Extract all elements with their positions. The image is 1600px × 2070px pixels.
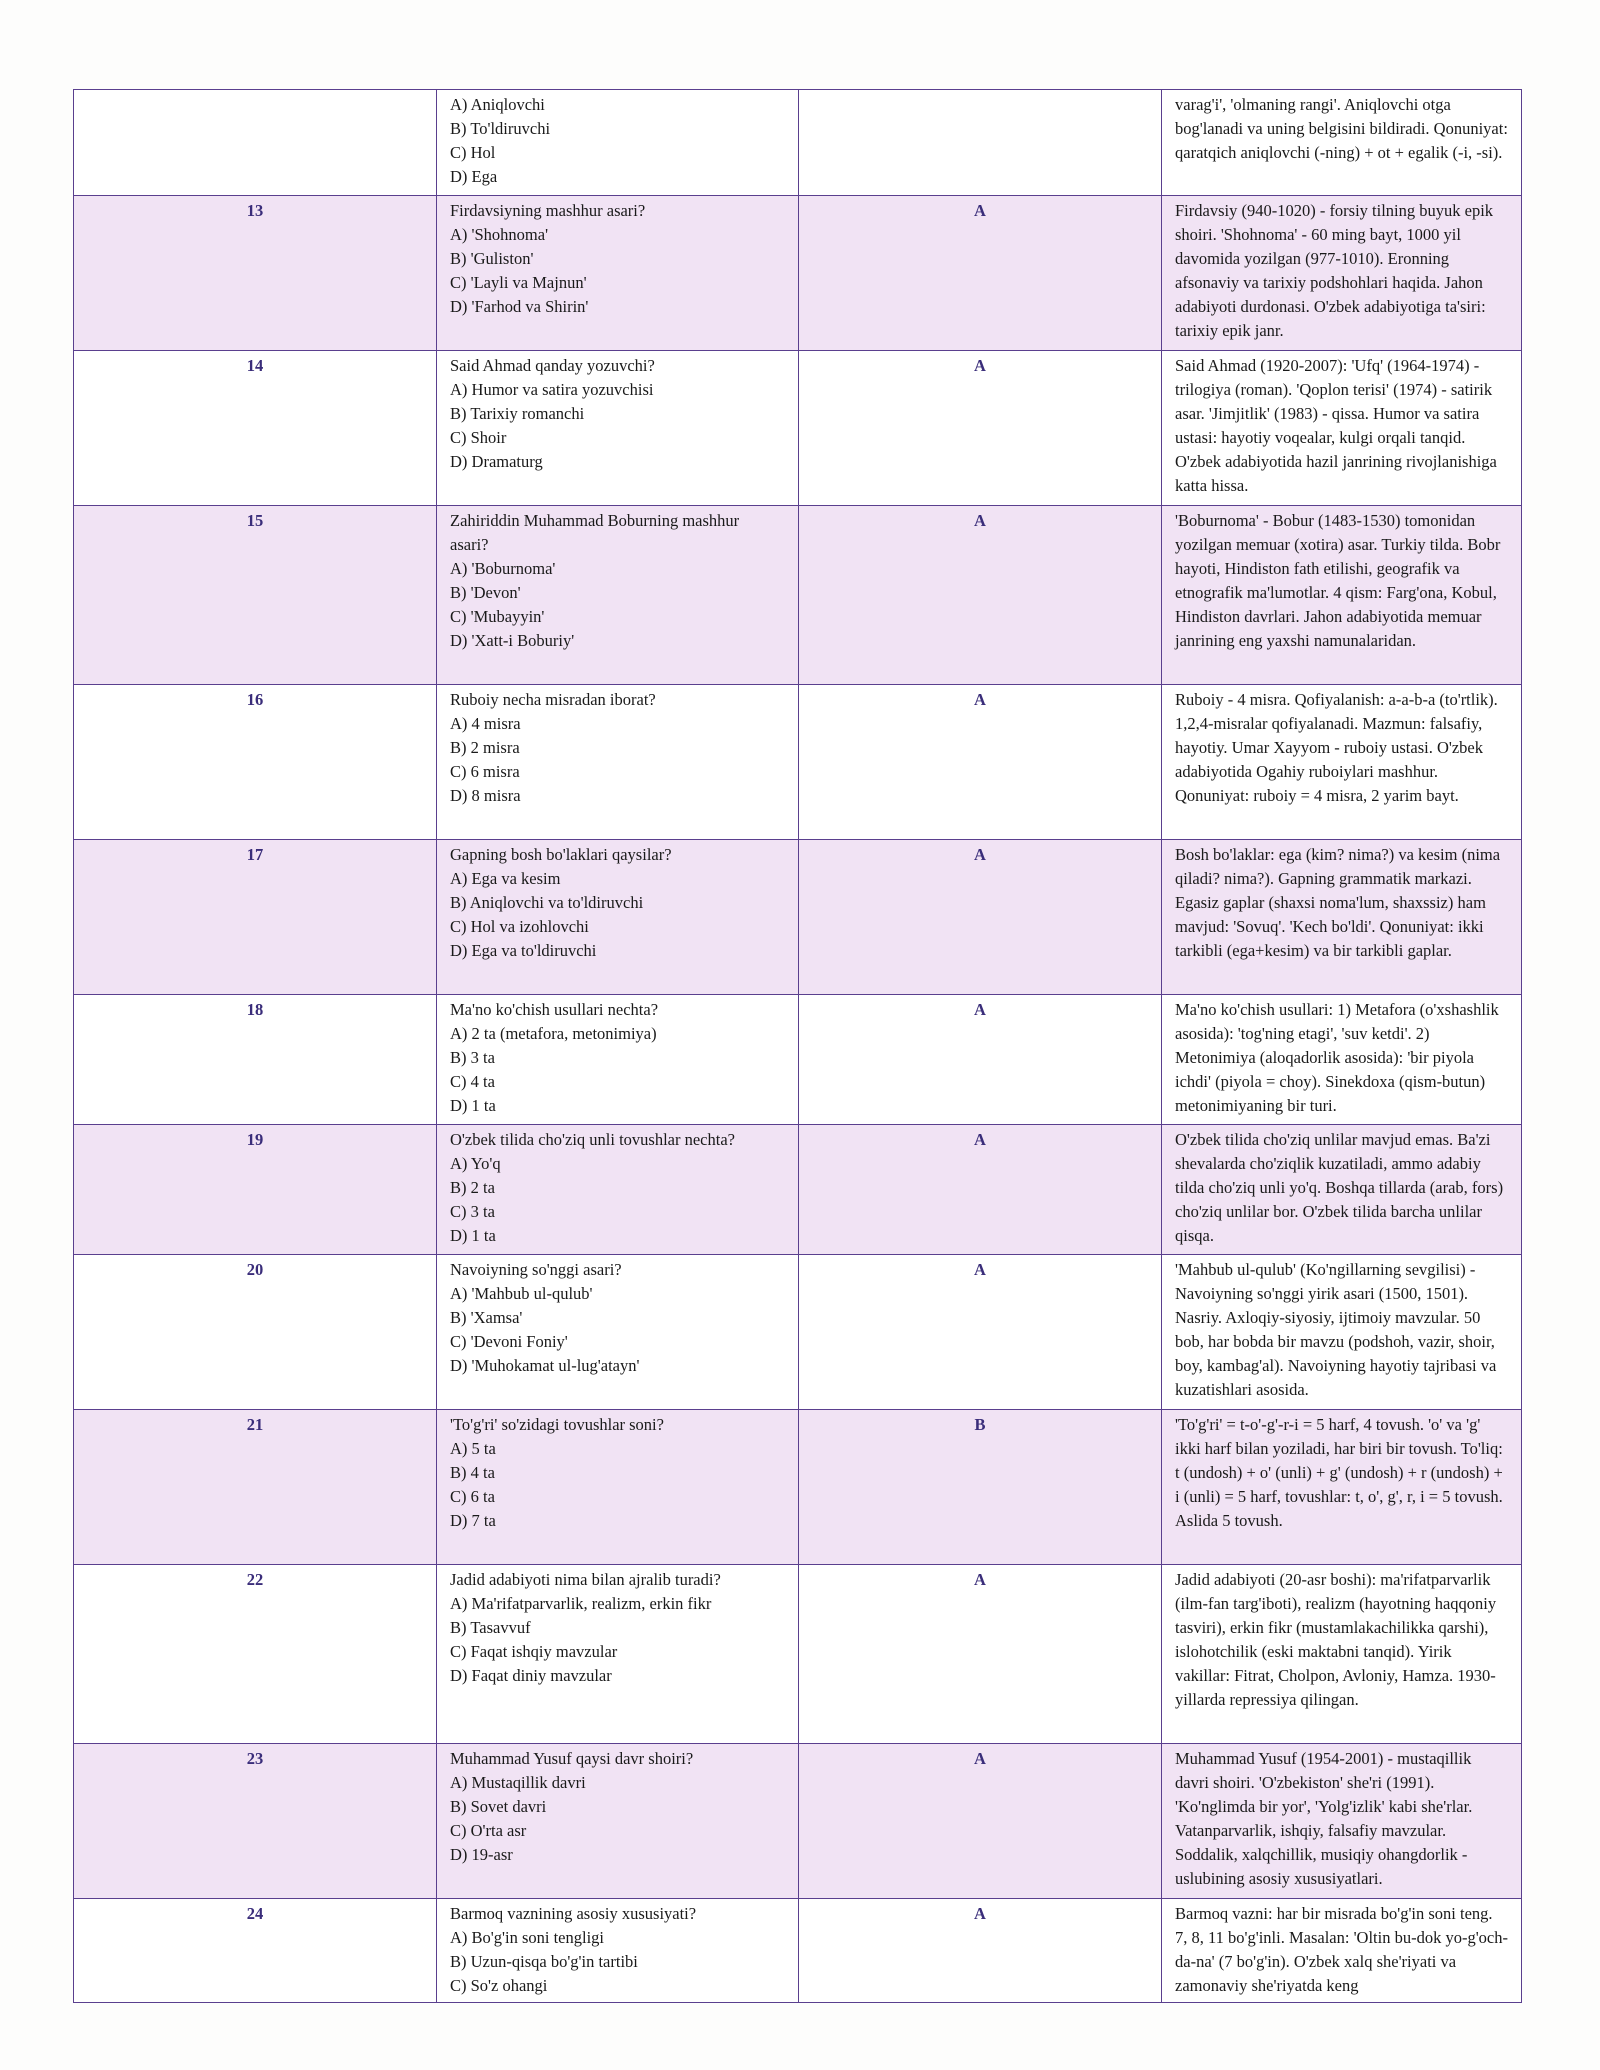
question-line: D) Dramaturg [450,452,543,471]
question-line: A) 4 misra [450,714,521,733]
question-line: B) Tarixiy romanchi [450,404,585,423]
answer-letter: A [799,995,1162,1125]
question-line: C) Shoir [450,428,507,447]
question-number: 15 [74,506,437,685]
answer-letter: A [799,1255,1162,1410]
question-cell [437,685,799,840]
question-line: B) Uzun-qisqa bo'g'in tartibi [450,1952,638,1971]
table-row [74,1125,1522,1255]
question-text: Ruboiy necha misradan iborat? [450,690,656,709]
question-number: 16 [74,685,437,840]
question-line: C) Hol [450,143,496,162]
question-line: B) 'Devon' [450,583,521,602]
table-row [74,90,1522,196]
question-line: D) 'Xatt-i Boburiy' [450,631,575,650]
question-line: D) 'Farhod va Shirin' [450,297,589,316]
question-text: Barmoq vaznining asosiy xususiyati? [450,1904,697,1923]
question-number: 13 [74,196,437,351]
question-line: C) 'Devoni Foniy' [450,1332,568,1351]
question-line: A) Yo'q [450,1154,501,1173]
question-line: A) Ega va kesim [450,869,561,888]
question-number: 20 [74,1255,437,1410]
question-cell [437,1125,799,1255]
question-cell [437,1255,799,1410]
question-line: A) 'Mahbub ul-qulub' [450,1284,593,1303]
question-line: B) 'Xamsa' [450,1308,523,1327]
question-line: B) Tasavvuf [450,1618,531,1637]
question-line: C) 'Layli va Majnun' [450,273,587,292]
question-line: C) 6 misra [450,762,520,781]
question-line: D) 7 ta [450,1511,496,1530]
explanation-cell: Jadid adabiyoti (20-asr boshi): ma'rifatparvarlik (ilm-fan targ'iboti), realizm (hayotning haqqoniy tasviri), erkin fikr (mustamlakachilikka qarshi), islohotchilik (eski maktabni tanqid). Yirik vakillar: Fitrat, Cholpon, Avloniy, Hamza. 1930-yillarda repressiya qilingan. [1162,1565,1522,1744]
explanation-cell: Firdavsiy (940-1020) - forsiy tilning buyuk epik shoiri. 'Shohnoma' - 60 ming bayt, 1000 yil davomida yozilgan (977-1010). Eronning afsonaviy va tarixiy podshohlari haqida. Jahon adabiyoti durdonasi. O'zbek adabiyotiga ta'siri: tarixiy epik janr. [1162,196,1522,351]
explanation-cell: varag'i', 'olmaning rangi'. Aniqlovchi otga bog'lanadi va uning belgisini bildiradi. Qonuniyat: qaratqich aniqlovchi (-ning) + ot + egalik (-i, -si). [1162,90,1522,196]
question-line: A) Mustaqillik davri [450,1773,586,1792]
answer-letter: A [799,685,1162,840]
question-line: B) Aniqlovchi va to'ldiruvchi [450,893,644,912]
table-row [74,685,1522,840]
question-line: C) 6 ta [450,1487,495,1506]
explanation-cell: Ma'no ko'chish usullari: 1) Metafora (o'xshashlik asosida): 'tog'ning etagi', 'suv ketdi'. 2) Metonimiya (aloqadorlik asosida): 'bir piyola ichdi' (piyola = choy). Sinekdoxa (qism-butun) metonimiyaning bir turi. [1162,995,1522,1125]
question-line: B) 2 misra [450,738,520,757]
answer-letter: A [799,351,1162,506]
question-line: D) Ega [450,167,498,186]
answer-letter [799,90,1162,196]
explanation-cell: Ruboiy - 4 misra. Qofiyalanish: a-a-b-a (to'rtlik). 1,2,4-misralar qofiyalanadi. Mazmun: falsafiy, hayotiy. Umar Xayyom - ruboiy ustasi. O'zbek adabiyotida Ogahiy ruboiylari mashhur. Qonuniyat: ruboiy = 4 misra, 2 yarim bayt. [1162,685,1522,840]
answer-letter: A [799,506,1162,685]
question-line: D) 1 ta [450,1096,496,1115]
question-text: Gapning bosh bo'laklari qaysilar? [450,845,672,864]
question-text: 'To'g'ri' so'zidagi tovushlar soni? [450,1415,664,1434]
answer-letter: A [799,1899,1162,2003]
answer-letter: A [799,840,1162,995]
question-line: C) Hol va izohlovchi [450,917,589,936]
table-row [74,196,1522,351]
answer-letter: A [799,1565,1162,1744]
question-line: B) To'ldiruvchi [450,119,551,138]
question-cell [437,196,799,351]
table-row [74,1899,1522,2003]
explanation-cell: 'To'g'ri' = t-o'-g'-r-i = 5 harf, 4 tovush. 'o' va 'g' ikki harf bilan yoziladi, har biri bir tovush. To'liq: t (undosh) + o' (unli) + g' (undosh) + r (undosh) + i (unli) = 5 harf, tovushlar: t, o', g', r, i = 5 tovush. Aslida 5 tovush. [1162,1410,1522,1565]
answer-letter: A [799,1125,1162,1255]
table-row [74,1744,1522,1899]
question-cell [437,995,799,1125]
question-line: D) 19-asr [450,1845,513,1864]
explanation-cell: 'Mahbub ul-qulub' (Ko'ngillarning sevgilisi) - Navoiyning so'nggi yirik asari (1500, 1501). Nasriy. Axloqiy-siyosiy, ijtimoiy mavzular. 50 bob, har bobda bir mavzu (podshoh, vazir, shoir, boy, kambag'al). Navoiyning hayotiy tajribasi va kuzatishlari asosida. [1162,1255,1522,1410]
table-row [74,1565,1522,1744]
table-row [74,1255,1522,1410]
question-line: A) 'Boburnoma' [450,559,556,578]
question-line: B) 'Guliston' [450,249,534,268]
table-row [74,351,1522,506]
question-cell [437,351,799,506]
table-row [74,840,1522,995]
question-number: 14 [74,351,437,506]
answer-letter: A [799,196,1162,351]
question-line: A) 'Shohnoma' [450,225,549,244]
question-number: 23 [74,1744,437,1899]
explanation-cell: O'zbek tilida cho'ziq unlilar mavjud emas. Ba'zi shevalarda cho'ziqlik kuzatiladi, ammo adabiy tilda cho'ziq unli yo'q. Boshqa tillarda (arab, fors) cho'ziq unlilar bor. O'zbek tilida barcha unlilar qisqa. [1162,1125,1522,1255]
question-line: C) 'Mubayyin' [450,607,545,626]
explanation-cell: Said Ahmad (1920-2007): 'Ufq' (1964-1974) - trilogiya (roman). 'Qoplon terisi' (1974) - satirik asar. 'Jimjitlik' (1983) - qissa. Humor va satira ustasi: hayotiy voqealar, kulgi orqali tanqid. O'zbek adabiyotida hazil janrining rivojlanishiga katta hissa. [1162,351,1522,506]
question-line: B) Sovet davri [450,1797,547,1816]
question-line: D) 1 ta [450,1226,496,1245]
question-cell [437,840,799,995]
question-line: A) Humor va satira yozuvchisi [450,380,654,399]
explanation-cell: Barmoq vazni: har bir misrada bo'g'in soni teng. 7, 8, 11 bo'g'inli. Masalan: 'Oltin bu-dok yo-g'och-da-na' (7 bo'g'in). O'zbek xalq she'riyati va zamonaviy she'riyatda keng [1162,1899,1522,2003]
question-text: Jadid adabiyoti nima bilan ajralib turadi? [450,1570,721,1589]
question-line: B) 4 ta [450,1463,495,1482]
question-line: C) O'rta asr [450,1821,527,1840]
question-number [74,90,437,196]
question-cell [437,506,799,685]
question-cell [437,1410,799,1565]
question-line: D) Ega va to'ldiruvchi [450,941,597,960]
quiz-table [73,89,1522,2003]
question-line: D) Faqat diniy mavzular [450,1666,612,1685]
explanation-cell: 'Boburnoma' - Bobur (1483-1530) tomonidan yozilgan memuar (xotira) asar. Turkiy tilda. Bobr hayoti, Hindiston fath etilishi, geografik va etnografik ma'lumotlar. 4 qism: Farg'ona, Kobul, Hindiston davrlari. Jahon adabiyotida memuar janrining eng yaxshi namunalaridan. [1162,506,1522,685]
question-text: Said Ahmad qanday yozuvchi? [450,356,655,375]
table-row [74,506,1522,685]
question-line: C) 3 ta [450,1202,495,1221]
question-number: 19 [74,1125,437,1255]
explanation-cell: Muhammad Yusuf (1954-2001) - mustaqillik davri shoiri. 'O'zbekiston' she'ri (1991). 'Ko'nglimda bir yor', 'Yolg'izlik' kabi she'rlar. Vatanparvarlik, ishqiy, falsafiy mavzular. Soddalik, xalqchillik, musiqiy ohangdorlik - uslubining asosiy xususiyatlari. [1162,1744,1522,1899]
question-text: Ma'no ko'chish usullari nechta? [450,1000,659,1019]
question-line: B) 2 ta [450,1178,495,1197]
answer-letter: B [799,1410,1162,1565]
question-line: C) Faqat ishqiy mavzular [450,1642,618,1661]
question-line: Zahiriddin Muhammad Boburning mashhur [450,511,740,530]
question-line: A) 2 ta (metafora, metonimiya) [450,1024,657,1043]
answer-letter: A [799,1744,1162,1899]
question-number: 21 [74,1410,437,1565]
question-cell [437,90,799,196]
question-text: Firdavsiyning mashhur asari? [450,201,646,220]
question-line: A) 5 ta [450,1439,496,1458]
question-number: 24 [74,1899,437,2003]
question-text: Navoiyning so'nggi asari? [450,1260,622,1279]
question-line: A) Ma'rifatparvarlik, realizm, erkin fikr [450,1594,712,1613]
table-row [74,995,1522,1125]
question-line: A) Aniqlovchi [450,95,545,114]
question-text: Muhammad Yusuf qaysi davr shoiri? [450,1749,694,1768]
question-line: C) 4 ta [450,1072,495,1091]
quiz-table-body [74,90,1522,2003]
question-line: A) Bo'g'in soni tengligi [450,1928,604,1947]
question-line: B) 3 ta [450,1048,495,1067]
explanation-cell: Bosh bo'laklar: ega (kim? nima?) va kesim (nima qiladi? nima?). Gapning grammatik markazi. Egasiz gaplar (shaxsi noma'lum, shaxssiz) ham mavjud: 'Sovuq'. 'Kech bo'ldi'. Qonuniyat: ikki tarkibli (ega+kesim) va bir tarkibli gaplar. [1162,840,1522,995]
question-line: C) So'z ohangi [450,1976,548,1995]
question-number: 22 [74,1565,437,1744]
page [73,89,1521,2003]
question-line: D) 8 misra [450,786,521,805]
question-cell [437,1565,799,1744]
table-row [74,1410,1522,1565]
question-line: asari? [450,535,489,554]
question-line: D) 'Muhokamat ul-lug'atayn' [450,1356,640,1375]
question-text: O'zbek tilida cho'ziq unli tovushlar nechta? [450,1130,735,1149]
question-number: 18 [74,995,437,1125]
question-number: 17 [74,840,437,995]
question-cell [437,1744,799,1899]
question-cell [437,1899,799,2003]
